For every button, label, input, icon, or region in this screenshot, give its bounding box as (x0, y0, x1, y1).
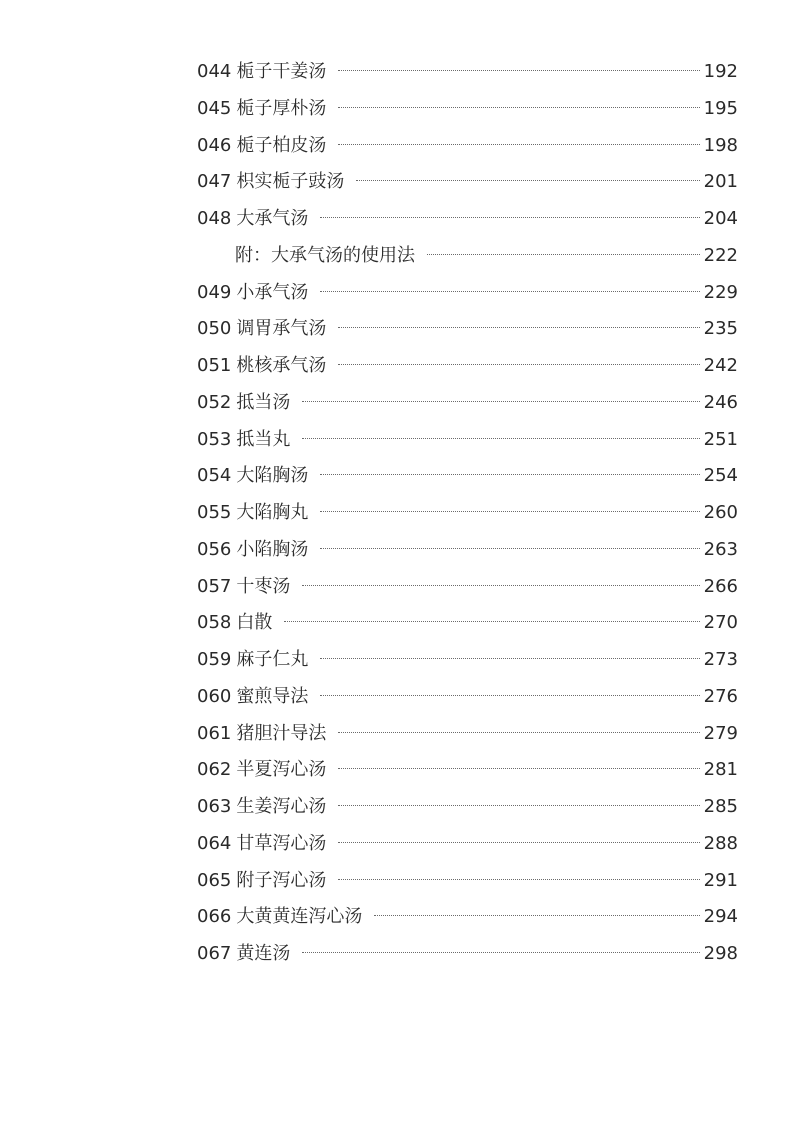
page-number: 204 (703, 208, 738, 229)
entry-title: 十枣汤 (236, 575, 291, 597)
page-number: 222 (703, 244, 738, 266)
toc-entry[interactable] (197, 532, 738, 569)
dot-leader (338, 879, 699, 880)
toc-entry[interactable] (197, 128, 738, 165)
dot-leader (284, 621, 699, 622)
entry-number: 046 (197, 134, 232, 156)
dot-leader (338, 732, 699, 733)
dot-leader (338, 805, 699, 806)
dot-leader (320, 217, 699, 218)
toc-entry[interactable] (197, 458, 738, 495)
dot-leader (302, 401, 699, 402)
toc-entry[interactable] (197, 164, 738, 201)
entry-title: 大承气汤 (236, 208, 309, 229)
toc-entry[interactable] (197, 899, 738, 936)
entry-title: 黄连汤 (236, 943, 291, 964)
entry-title: 大陷胸汤 (236, 465, 309, 487)
page-number: 281 (703, 759, 738, 781)
dot-leader (302, 585, 699, 586)
page-number: 270 (703, 612, 738, 634)
entry-title: 生姜泻心汤 (236, 796, 327, 817)
page-number: 279 (703, 722, 738, 744)
table-of-contents (197, 54, 738, 973)
page-number: 195 (703, 97, 738, 119)
toc-entry[interactable] (197, 642, 738, 679)
entry-title: 调胃承气汤 (236, 318, 327, 340)
page-number: 288 (703, 832, 738, 854)
toc-entry[interactable] (197, 716, 738, 753)
entry-number: 058 (197, 612, 232, 634)
dot-leader (374, 915, 699, 916)
dot-leader (320, 548, 699, 549)
entry-number: 057 (197, 575, 232, 597)
dot-leader (302, 952, 699, 953)
entry-number: 059 (197, 649, 232, 670)
dot-leader (320, 474, 699, 475)
entry-title: 猪胆汁导法 (236, 722, 327, 744)
page-number: 266 (703, 575, 738, 597)
entry-number: 054 (197, 465, 232, 487)
dot-leader (338, 144, 699, 145)
entry-title: 附：大承气汤的使用法 (235, 244, 415, 266)
entry-title: 蜜煎导法 (236, 685, 309, 707)
entry-title: 大陷胸丸 (236, 502, 309, 523)
page-number: 254 (703, 465, 738, 487)
entry-title: 半夏泻心汤 (236, 759, 327, 781)
page-number: 201 (703, 171, 738, 193)
entry-number: 049 (197, 281, 232, 303)
entry-number: 060 (197, 685, 232, 707)
entry-number: 045 (197, 97, 232, 119)
dot-leader (338, 768, 699, 769)
toc-entry[interactable] (197, 422, 738, 459)
entry-number: 064 (197, 832, 232, 854)
page-number: 260 (703, 502, 738, 523)
page-number: 246 (703, 391, 738, 413)
dot-leader (338, 327, 699, 328)
entry-number: 055 (197, 502, 232, 523)
toc-entry[interactable] (197, 863, 738, 900)
toc-entry[interactable] (197, 275, 738, 312)
entry-number: 067 (197, 943, 232, 964)
entry-number: 047 (197, 171, 232, 193)
dot-leader (302, 438, 699, 439)
entry-number: 066 (197, 906, 232, 928)
entry-number: 048 (197, 208, 232, 229)
entry-number: 063 (197, 796, 232, 817)
dot-leader (356, 180, 699, 181)
page-number: 294 (703, 906, 738, 928)
page-number: 276 (703, 685, 738, 707)
toc-entry[interactable] (197, 569, 738, 606)
entry-title: 大黄黄连泻心汤 (236, 906, 363, 928)
toc-entry[interactable] (197, 91, 738, 128)
entry-title: 桃核承气汤 (236, 355, 327, 376)
entry-number: 051 (197, 355, 232, 376)
toc-subentry[interactable] (197, 238, 738, 275)
entry-number: 061 (197, 722, 232, 744)
page-number: 251 (703, 428, 738, 450)
entry-title: 附子泻心汤 (236, 869, 327, 891)
page-number: 192 (703, 61, 738, 82)
entry-title: 栀子干姜汤 (236, 61, 327, 82)
toc-entry[interactable] (197, 605, 738, 642)
entry-title: 小陷胸汤 (236, 538, 309, 560)
toc-entry[interactable] (197, 348, 738, 385)
entry-title: 栀子厚朴汤 (236, 97, 327, 119)
entry-title: 栀子柏皮汤 (236, 134, 327, 156)
entry-number: 065 (197, 869, 232, 891)
entry-number: 044 (197, 61, 232, 82)
toc-entry[interactable] (197, 826, 738, 863)
toc-entry[interactable] (197, 385, 738, 422)
page-number: 298 (703, 943, 738, 964)
entry-number: 053 (197, 428, 232, 450)
dot-leader (427, 254, 700, 255)
entry-title: 甘草泻心汤 (236, 832, 327, 854)
page-number: 198 (703, 134, 738, 156)
toc-entry[interactable] (197, 789, 738, 826)
toc-entry[interactable] (197, 54, 738, 91)
dot-leader (320, 695, 699, 696)
toc-entry[interactable] (197, 201, 738, 238)
toc-entry[interactable] (197, 495, 738, 532)
page-number: 273 (703, 649, 738, 670)
dot-leader (320, 511, 699, 512)
toc-entry[interactable] (197, 311, 738, 348)
entry-title: 枳实栀子豉汤 (236, 171, 345, 193)
toc-entry[interactable] (197, 936, 738, 973)
toc-entry[interactable] (197, 752, 738, 789)
entry-title: 麻子仁丸 (236, 649, 309, 670)
page-number: 291 (703, 869, 738, 891)
entry-title: 抵当汤 (236, 391, 291, 413)
page-number: 242 (703, 355, 738, 376)
entry-number: 052 (197, 391, 232, 413)
dot-leader (338, 70, 699, 71)
entry-title: 小承气汤 (236, 281, 309, 303)
dot-leader (338, 364, 699, 365)
toc-entry[interactable] (197, 679, 738, 716)
dot-leader (320, 658, 699, 659)
entry-title: 白散 (236, 612, 273, 634)
entry-number: 050 (197, 318, 232, 340)
page-number: 263 (703, 538, 738, 560)
page-number: 229 (703, 281, 738, 303)
dot-leader (338, 107, 699, 108)
dot-leader (338, 842, 699, 843)
entry-number: 056 (197, 538, 232, 560)
page-number: 285 (703, 796, 738, 817)
entry-title: 抵当丸 (236, 428, 291, 450)
page-number: 235 (703, 318, 738, 340)
entry-number: 062 (197, 759, 232, 781)
dot-leader (320, 291, 699, 292)
